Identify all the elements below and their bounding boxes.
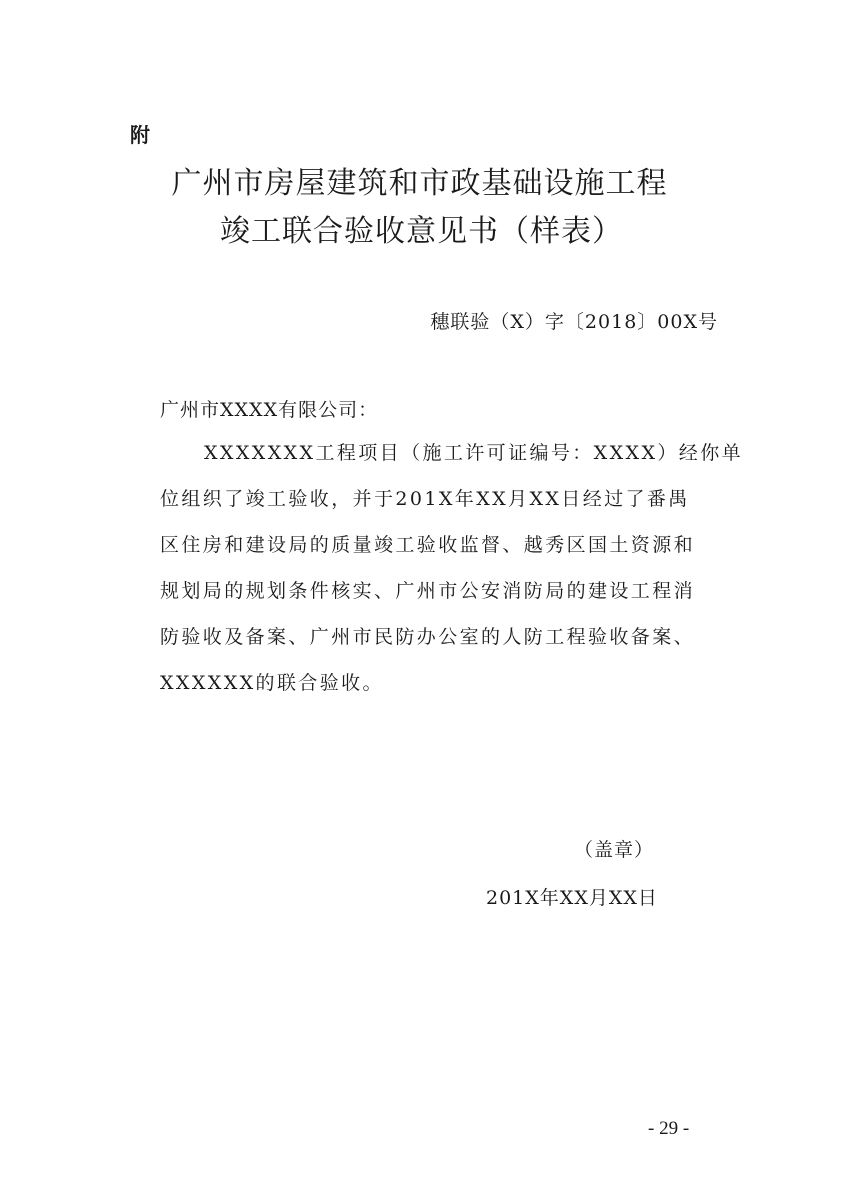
document-title-line-2: 竣工联合验收意见书（样表）	[220, 214, 623, 249]
attachment-label: 附	[130, 123, 150, 147]
body-line: 规划局的规划条件核实、广州市公安消防局的建设工程消	[160, 580, 696, 602]
addressee: 广州市XXXX有限公司：	[160, 399, 379, 421]
seal-label: （盖章）	[574, 839, 655, 861]
body-line: XXXXXXX工程项目（施工许可证编号：XXXX）经你单	[204, 442, 743, 464]
body-line: 区住房和建设局的质量竣工验收监督、越秀区国土资源和	[160, 534, 696, 556]
issue-date: 201X年XX月XX日	[486, 887, 658, 909]
body-line: 位组织了竣工验收，并于201X年XX月XX日经过了番禺	[160, 488, 690, 510]
document-number: 穗联验（X）字〔2018〕00X号	[430, 311, 718, 333]
body-line: 防验收及备案、广州市民防办公室的人防工程验收备案、	[160, 626, 696, 648]
body-paragraph	[160, 436, 743, 712]
body-line: XXXXXX的联合验收。	[160, 672, 384, 694]
page-number: - 29 -	[648, 1118, 690, 1139]
document-title-line-1: 广州市房屋建筑和市政基础设施工程	[171, 166, 668, 201]
